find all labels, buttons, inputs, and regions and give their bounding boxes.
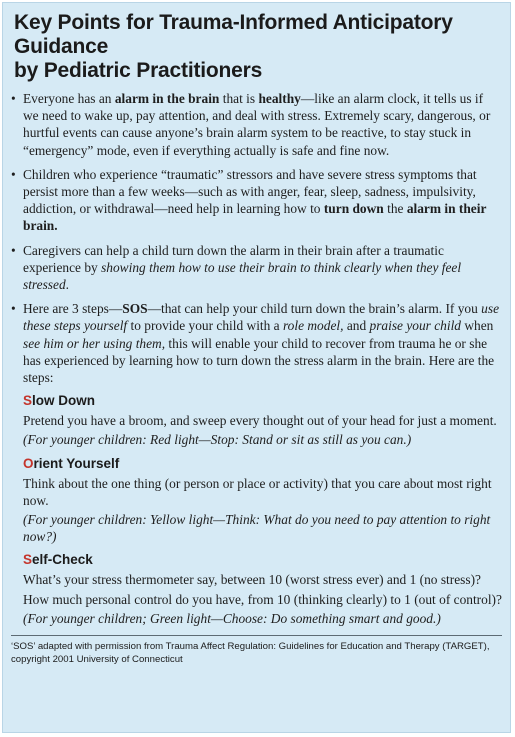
emphasis: see him or her using them,	[23, 335, 166, 351]
step-self-check	[23, 551, 502, 627]
bullet-dot: •	[11, 242, 16, 258]
step-text: What’s your stress thermometer say, between 10 (worst stress ever) and 1 (no stress)?	[23, 572, 482, 588]
emphasis: alarm in the brain	[114, 91, 220, 106]
bullet-dot: •	[11, 91, 16, 106]
bullet-children-stressors: • Children who experience “traumatic” stressors and have severe stress symptoms that persist more than a few weeks—such as with anger, fear, sleep, sadness, impulsivity, addiction, or withdrawal—need help in learning how to turn down the alarm in their brain.	[11, 166, 487, 234]
emphasis: role model,	[282, 318, 344, 334]
content-body	[11, 90, 502, 627]
step-heading: Self-Check	[23, 552, 93, 568]
step-text: How much personal control do you have, from 10 (thinking clearly) to 1 (out of control)?	[23, 591, 502, 607]
emphasis: healthy	[258, 91, 301, 106]
bullet-caregivers: • Caregivers can help a child turn down the alarm in their brain after a traumatic experience by showing them how to use their brain to think clearly when they feel stressed.	[11, 242, 462, 293]
title-line-2: by Pediatric Practitioners	[14, 59, 263, 82]
step-note: (For younger children: Yellow light—Think: What do you need to pay attention to right now?)	[23, 512, 491, 545]
sos-steps	[23, 392, 502, 627]
step-text: Think about the one thing (or person or place or activity) that you care about most right now.	[23, 475, 492, 508]
step-slow-down	[23, 392, 502, 448]
bullet-dot: •	[11, 166, 16, 182]
step-initial: S	[23, 552, 33, 568]
bullet-dot: •	[11, 301, 16, 317]
page-title	[14, 11, 502, 83]
emphasis: showing them how to use their brain to think clearly when they feel stressed	[23, 259, 462, 293]
step-note: (For younger children: Red light—Stop: Stand or sit as still as you can.)	[23, 432, 412, 448]
emphasis: praise your child	[369, 318, 461, 334]
step-heading: Slow Down	[23, 393, 96, 409]
step-note: (For younger children; Green light—Choose: Do something smart and good.)	[23, 610, 441, 626]
step-orient-yourself	[23, 455, 502, 546]
emphasis: SOS	[122, 301, 148, 317]
step-initial: S	[23, 393, 33, 409]
emphasis: use these steps yourself	[23, 301, 500, 334]
step-initial: O	[23, 455, 34, 471]
divider	[11, 635, 502, 636]
step-text: Pretend you have a broom, and sweep every thought out of your head for just a moment.	[23, 413, 497, 429]
step-heading: Orient Yourself	[23, 455, 120, 471]
bullet-alarm-in-brain: • Everyone has an alarm in the brain that is healthy—like an alarm clock, it tells us if we need to wake up, pay attention, and deal with stress. Extremely scary, dangerous, or hurtful events can cause anyone’s brain alarm system to be reactive, to stay stuck in “emergency” mode, even if everything actually is safe and fine now.	[11, 91, 491, 158]
title-line-1: Key Points for Trauma-Informed Anticipatory Guidance	[14, 11, 453, 58]
footnote: ‘SOS’ adapted with permission from Trauma Affect Regulation: Guidelines for Education and Therapy (TARGET), copyright 2001 University of Connecticut	[11, 641, 490, 665]
emphasis: alarm in their brain.	[23, 201, 487, 234]
emphasis: turn down	[323, 201, 384, 217]
guidance-panel	[2, 2, 511, 733]
bullet-sos-steps: • Here are 3 steps—SOS—that can help your child turn down the brain’s alarm. If you use these steps yourself to provide your child with a role model, and praise your child when see him or her using them, this will enable your child to recover from trauma he or she has experienced by learning how to turn down the stress alarm in the brain. Here are the steps: Slow Down Pretend you have a broom, and sweep every thought out of your head for just a moment. (For younger children: Red light—Stop: Stand or sit as still as you can.) Orient Yourself Think about the one thing (or person or place or activity) that you care about most right now. (For younger children: Yellow light—Think: What do you need to pay attention to right now?) Self-Check What’s your stress thermometer say, between 10 (worst stress ever) and 1 (no stress)? How much personal control do you have, from 10 (thinking clearly) to 1 (out of control)? (For younger children; Green light—Choose: Do something smart and good.)	[11, 301, 502, 626]
